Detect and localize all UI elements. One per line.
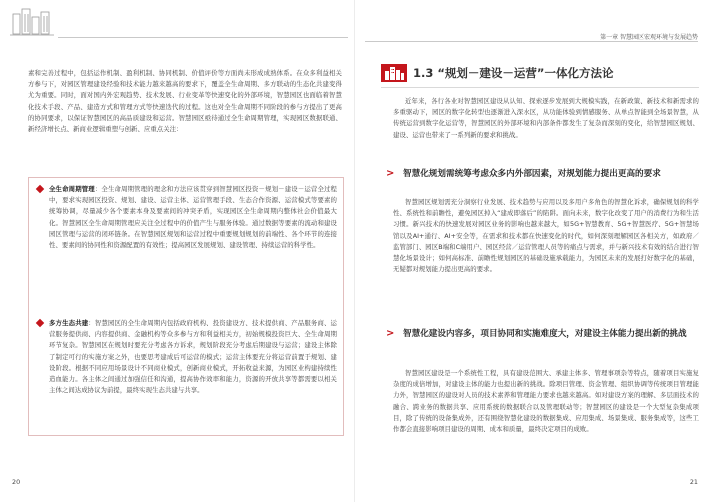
right-intro-paragraph: 近年来，各行各业对智慧园区建设从认知、探索逐步发展到大规模实践，在新政策、新技术和新需求的多重驱动下，园区的数字化转型也逐渐进入深水区，从功能体验到情感服务、从单点智能到全场景智慧，从传统运营到数字化运营等，智慧园区的外部环境和内部条件都发生了复杂而深刻的变化，给智慧园区规划、建设、运营也带来了一系列新的要求和挑战。 <box>393 97 699 139</box>
right-page <box>355 0 710 502</box>
building-logo-icon <box>10 6 54 36</box>
header-rule <box>58 37 348 38</box>
key-point-lifecycle <box>49 184 337 251</box>
section-title: 1.3 “规划－建设－运营”一体化方法论 <box>413 66 614 80</box>
key-point-ecosystem <box>49 318 337 396</box>
section-heading <box>381 64 699 84</box>
planning-paragraph: 智慧园区规划需充分洞察行业发展、技术趋势与应用以及多用户多角色的智慧化诉求，确保规划的科学性、系统性和前瞻性，避免园区掉入“建成即落后”的陷阱。面向未来，数字化改变了用户的消费行为和生活习惯。新兴技术的快速发展对园区业务的影响也越来越大，如5G+智慧教育、5G+智慧医疗、5G+智慧场馆以及AI+通行、AI+安全等，在需求和技术都在快速变化的时代，如何深刻理解园区各相关方，如政府／监管部门、园区B端和C端用户、园区经营／运营管理人员等的痛点与需求，并与新兴技术有效的结合进行智慧化场景设计；如何高标准、前瞻性规划园区的基础设施承载能力，为园区未来的发展打好数字化的基础，无疑都对规划能力提出更高的要求。 <box>393 198 699 274</box>
subheading-planning <box>386 168 695 181</box>
construction-paragraph: 智慧园区建设是一个系统性工程，具有建设范围大、承建主体多、管理事项杂等特点，随着项目实施复杂度的成倍增加，对建设主体的能力也提出新的挑战。除项目管理、资金管理、组织协调等传统项目管理能力外，智慧园区的建设对人员的技术素养和管理能力要求也越来越高。如对建设方案的理解、多层面技术的融合、跨业务的数据共享、应用系统的数据联合以及管理联动等；智慧园区的建设是一个大型复杂集成项目，除了传统的设备集成外，还有围绕智慧化建设的数据集成、应用集成、场景集成、服务集成等，这些工作都会直接影响项目建设的周期、成本和质量，最终决定项目的成败。 <box>393 369 699 434</box>
page-number-left: 20 <box>12 478 21 486</box>
diamond-bullet-icon <box>36 319 44 327</box>
chapter-header: 第一章 智慧园区宏观环境与发展趋势 <box>600 34 698 41</box>
section-rule <box>381 87 699 88</box>
chevron-right-icon: > <box>386 328 395 339</box>
key-point-body: ：全生命周期管理的理念和方法应该贯穿到智慧园区投资－规划－建设－运营全过程中，要求实现园区投资、规划、建设、运营主体、运营管理手段、生态合作资源、运营模式等要素的统筹协调，尽量减少各个要素本身及要素间的冲突矛盾，实现园区全生命周期内整体社会价值最大化。智慧园区全生命周期管理应关注全过程中的价值产生与服务体验。通过数据等要素的流动和建设园区管理与运营的闭环链条。在智慧园区规划和运营过程中重要规划规划的前端性、各个环节的连接性、要素间的协同性和资源配置的有效性；提高园区发展规划、建设管理、持续运营的科学性。 <box>49 185 337 250</box>
building-section-icon <box>381 64 407 82</box>
key-point-body: ：智慧园区的全生命周期内包括政府机构、投资建设方、技术提供商、产品服务商、运营服务提供商、内容提供商、金融机构等众多参与方和利益相关方，初始规模投资巨大、全生命周期环节复杂。智慧园区在规划时要充分考虑各方诉求，规划阶段充分考虑后期建设与运营；建设主体除了制定可行的实施方案之外，也要思考建成后可运营的模式；运营主体要充分将运营前置于规划、建设阶段。根据不同应用场景设计不同商业模式，创新商业模式，开拓收益来源，为园区业构建持续性造血能力。各主体之间通过加强信任和沟通，提高协作效率和能力，资源的开放共享等都需要以相关主体之间达成协议为前提，最终实现生态共建与共享。 <box>49 319 337 395</box>
subheading-text: 智慧化建设内容多，项目协同和实施难度大，对建设主体能力提出新的挑战 <box>403 329 687 339</box>
subheading-construction <box>386 328 695 341</box>
left-intro-paragraph: 素和完善过程中，包括运作机制、盈利机制、协同机制、价值评价等方面尚未形成成熟体系。在众多利益相关方参与下，对园区管理建设经验和技术能力越来越高的要求下，覆盖全生命周期、多方联动的生态化共建变得尤为重要。同时，面对国内外宏观趋势、技术发展、行业变革等快速变化的外部环境，智慧园区也面临着智慧化技术手段、产品、建造方式和管理方式等快速迭代的过程。这也对全生命周期不同阶段的参与方提出了更高的协同要求，以保证智慧园区的高品质建设和运营。智慧园区亟待通过全生命周期管理，实现园区数据联通、新经济增长点、新商业逻辑重塑与创新、应重点关注： <box>28 69 342 134</box>
subheading-text: 智慧化规划需统筹考虑众多内外部因素，对规划能力提出更高的要求 <box>403 169 661 179</box>
page-number-right: 21 <box>689 478 698 486</box>
key-point-title: 全生命周期管理 <box>49 185 95 193</box>
chevron-right-icon: > <box>386 168 395 179</box>
key-point-title: 多方生态共建 <box>49 319 89 327</box>
header-rule <box>365 41 698 42</box>
key-points-box <box>28 177 344 436</box>
diamond-bullet-icon <box>36 185 44 193</box>
